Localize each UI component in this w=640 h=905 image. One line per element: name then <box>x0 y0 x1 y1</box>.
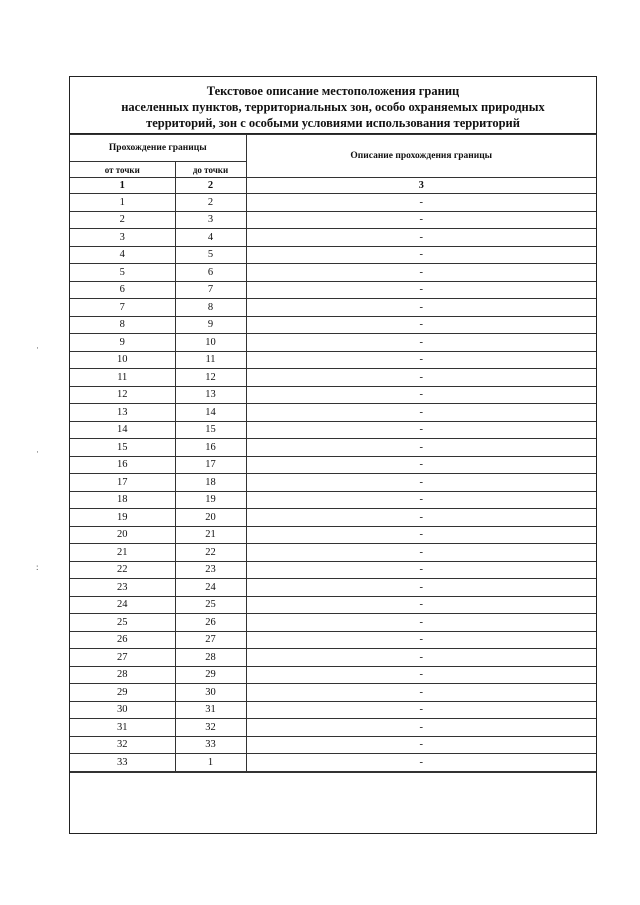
from-point-cell: 14 <box>70 421 175 439</box>
from-point-cell: 25 <box>70 614 175 632</box>
table-row <box>70 456 596 474</box>
to-point-cell: 19 <box>175 491 246 509</box>
from-point-cell: 6 <box>70 281 175 299</box>
to-point-cell: 8 <box>175 299 246 317</box>
description-cell: - <box>246 736 596 754</box>
description-cell: - <box>246 509 596 527</box>
from-point-cell: 9 <box>70 334 175 352</box>
from-point-cell: 28 <box>70 666 175 684</box>
column-number: 2 <box>175 178 246 194</box>
title-line: территорий, зон с особыми условиями использования территорий <box>146 116 520 130</box>
table-row <box>70 404 596 422</box>
table-row <box>70 544 596 562</box>
boundary-table <box>70 134 596 772</box>
from-point-cell: 11 <box>70 369 175 387</box>
description-cell: - <box>246 579 596 597</box>
from-point-cell: 33 <box>70 754 175 772</box>
table-row <box>70 281 596 299</box>
table-row <box>70 351 596 369</box>
description-cell: - <box>246 561 596 579</box>
table-row <box>70 596 596 614</box>
margin-mark: · <box>36 447 39 457</box>
table-row <box>70 579 596 597</box>
column-number-row <box>70 178 596 194</box>
from-point-cell: 32 <box>70 736 175 754</box>
to-point-cell: 6 <box>175 264 246 282</box>
table-row <box>70 684 596 702</box>
description-cell: - <box>246 404 596 422</box>
from-point-cell: 31 <box>70 719 175 737</box>
table-row <box>70 386 596 404</box>
to-point-cell: 12 <box>175 369 246 387</box>
table-row <box>70 334 596 352</box>
to-point-cell: 20 <box>175 509 246 527</box>
column-number: 1 <box>70 178 175 194</box>
description-cell: - <box>246 596 596 614</box>
description-cell: - <box>246 299 596 317</box>
description-cell: - <box>246 526 596 544</box>
header-from: от точки <box>70 162 175 178</box>
to-point-cell: 2 <box>175 194 246 212</box>
from-point-cell: 15 <box>70 439 175 457</box>
document-title <box>70 77 596 134</box>
to-point-cell: 14 <box>175 404 246 422</box>
description-cell: - <box>246 369 596 387</box>
from-point-cell: 21 <box>70 544 175 562</box>
table-body <box>70 194 596 772</box>
to-point-cell: 28 <box>175 649 246 667</box>
title-line: Текстовое описание местоположения границ <box>206 84 460 98</box>
table-row <box>70 491 596 509</box>
description-cell: - <box>246 281 596 299</box>
description-cell: - <box>246 421 596 439</box>
from-point-cell: 22 <box>70 561 175 579</box>
from-point-cell: 24 <box>70 596 175 614</box>
from-point-cell: 16 <box>70 456 175 474</box>
from-point-cell: 20 <box>70 526 175 544</box>
from-point-cell: 1 <box>70 194 175 212</box>
table-row <box>70 509 596 527</box>
to-point-cell: 33 <box>175 736 246 754</box>
to-point-cell: 32 <box>175 719 246 737</box>
to-point-cell: 15 <box>175 421 246 439</box>
table-row <box>70 561 596 579</box>
description-cell: - <box>246 474 596 492</box>
from-point-cell: 29 <box>70 684 175 702</box>
to-point-cell: 30 <box>175 684 246 702</box>
title-line: населенных пунктов, территориальных зон, особо охраняемых природных <box>121 100 545 114</box>
document-frame <box>69 76 597 834</box>
from-point-cell: 3 <box>70 229 175 247</box>
from-point-cell: 2 <box>70 211 175 229</box>
description-cell: - <box>246 211 596 229</box>
from-point-cell: 26 <box>70 631 175 649</box>
table-row <box>70 264 596 282</box>
table-row <box>70 649 596 667</box>
description-cell: - <box>246 491 596 509</box>
description-cell: - <box>246 456 596 474</box>
table-row <box>70 316 596 334</box>
from-point-cell: 27 <box>70 649 175 667</box>
description-cell: - <box>246 386 596 404</box>
table-row <box>70 421 596 439</box>
description-cell: - <box>246 649 596 667</box>
to-point-cell: 9 <box>175 316 246 334</box>
to-point-cell: 21 <box>175 526 246 544</box>
table-row <box>70 631 596 649</box>
to-point-cell: 17 <box>175 456 246 474</box>
column-number: 3 <box>246 178 596 194</box>
table-row <box>70 369 596 387</box>
table-row <box>70 474 596 492</box>
to-point-cell: 13 <box>175 386 246 404</box>
description-cell: - <box>246 229 596 247</box>
from-point-cell: 18 <box>70 491 175 509</box>
description-cell: - <box>246 439 596 457</box>
to-point-cell: 3 <box>175 211 246 229</box>
to-point-cell: 5 <box>175 246 246 264</box>
from-point-cell: 19 <box>70 509 175 527</box>
description-cell: - <box>246 684 596 702</box>
description-cell: - <box>246 754 596 772</box>
table-row <box>70 246 596 264</box>
from-point-cell: 7 <box>70 299 175 317</box>
description-cell: - <box>246 631 596 649</box>
description-cell: - <box>246 246 596 264</box>
to-point-cell: 26 <box>175 614 246 632</box>
from-point-cell: 12 <box>70 386 175 404</box>
description-cell: - <box>246 666 596 684</box>
to-point-cell: 23 <box>175 561 246 579</box>
from-point-cell: 4 <box>70 246 175 264</box>
to-point-cell: 22 <box>175 544 246 562</box>
to-point-cell: 4 <box>175 229 246 247</box>
table-row <box>70 701 596 719</box>
from-point-cell: 23 <box>70 579 175 597</box>
table-row <box>70 614 596 632</box>
to-point-cell: 7 <box>175 281 246 299</box>
to-point-cell: 25 <box>175 596 246 614</box>
description-cell: - <box>246 351 596 369</box>
description-cell: - <box>246 701 596 719</box>
description-cell: - <box>246 544 596 562</box>
to-point-cell: 29 <box>175 666 246 684</box>
table-row <box>70 526 596 544</box>
from-point-cell: 8 <box>70 316 175 334</box>
table-row <box>70 299 596 317</box>
header-description: Описание прохождения границы <box>246 135 596 178</box>
header-passage: Прохождение границы <box>70 135 246 162</box>
table-row <box>70 754 596 772</box>
to-point-cell: 1 <box>175 754 246 772</box>
table-row <box>70 439 596 457</box>
to-point-cell: 11 <box>175 351 246 369</box>
to-point-cell: 24 <box>175 579 246 597</box>
table-row <box>70 666 596 684</box>
description-cell: - <box>246 334 596 352</box>
to-point-cell: 27 <box>175 631 246 649</box>
description-cell: - <box>246 264 596 282</box>
from-point-cell: 5 <box>70 264 175 282</box>
table-row <box>70 229 596 247</box>
to-point-cell: 16 <box>175 439 246 457</box>
to-point-cell: 31 <box>175 701 246 719</box>
description-cell: - <box>246 614 596 632</box>
to-point-cell: 18 <box>175 474 246 492</box>
table-row <box>70 194 596 212</box>
from-point-cell: 17 <box>70 474 175 492</box>
margin-mark: : <box>36 562 39 572</box>
table-row <box>70 719 596 737</box>
empty-bottom-area <box>70 772 596 833</box>
description-cell: - <box>246 194 596 212</box>
to-point-cell: 10 <box>175 334 246 352</box>
header-to: до точки <box>175 162 246 178</box>
from-point-cell: 30 <box>70 701 175 719</box>
table-row <box>70 736 596 754</box>
description-cell: - <box>246 316 596 334</box>
table-row <box>70 211 596 229</box>
from-point-cell: 10 <box>70 351 175 369</box>
description-cell: - <box>246 719 596 737</box>
from-point-cell: 13 <box>70 404 175 422</box>
margin-mark: · <box>36 343 39 353</box>
